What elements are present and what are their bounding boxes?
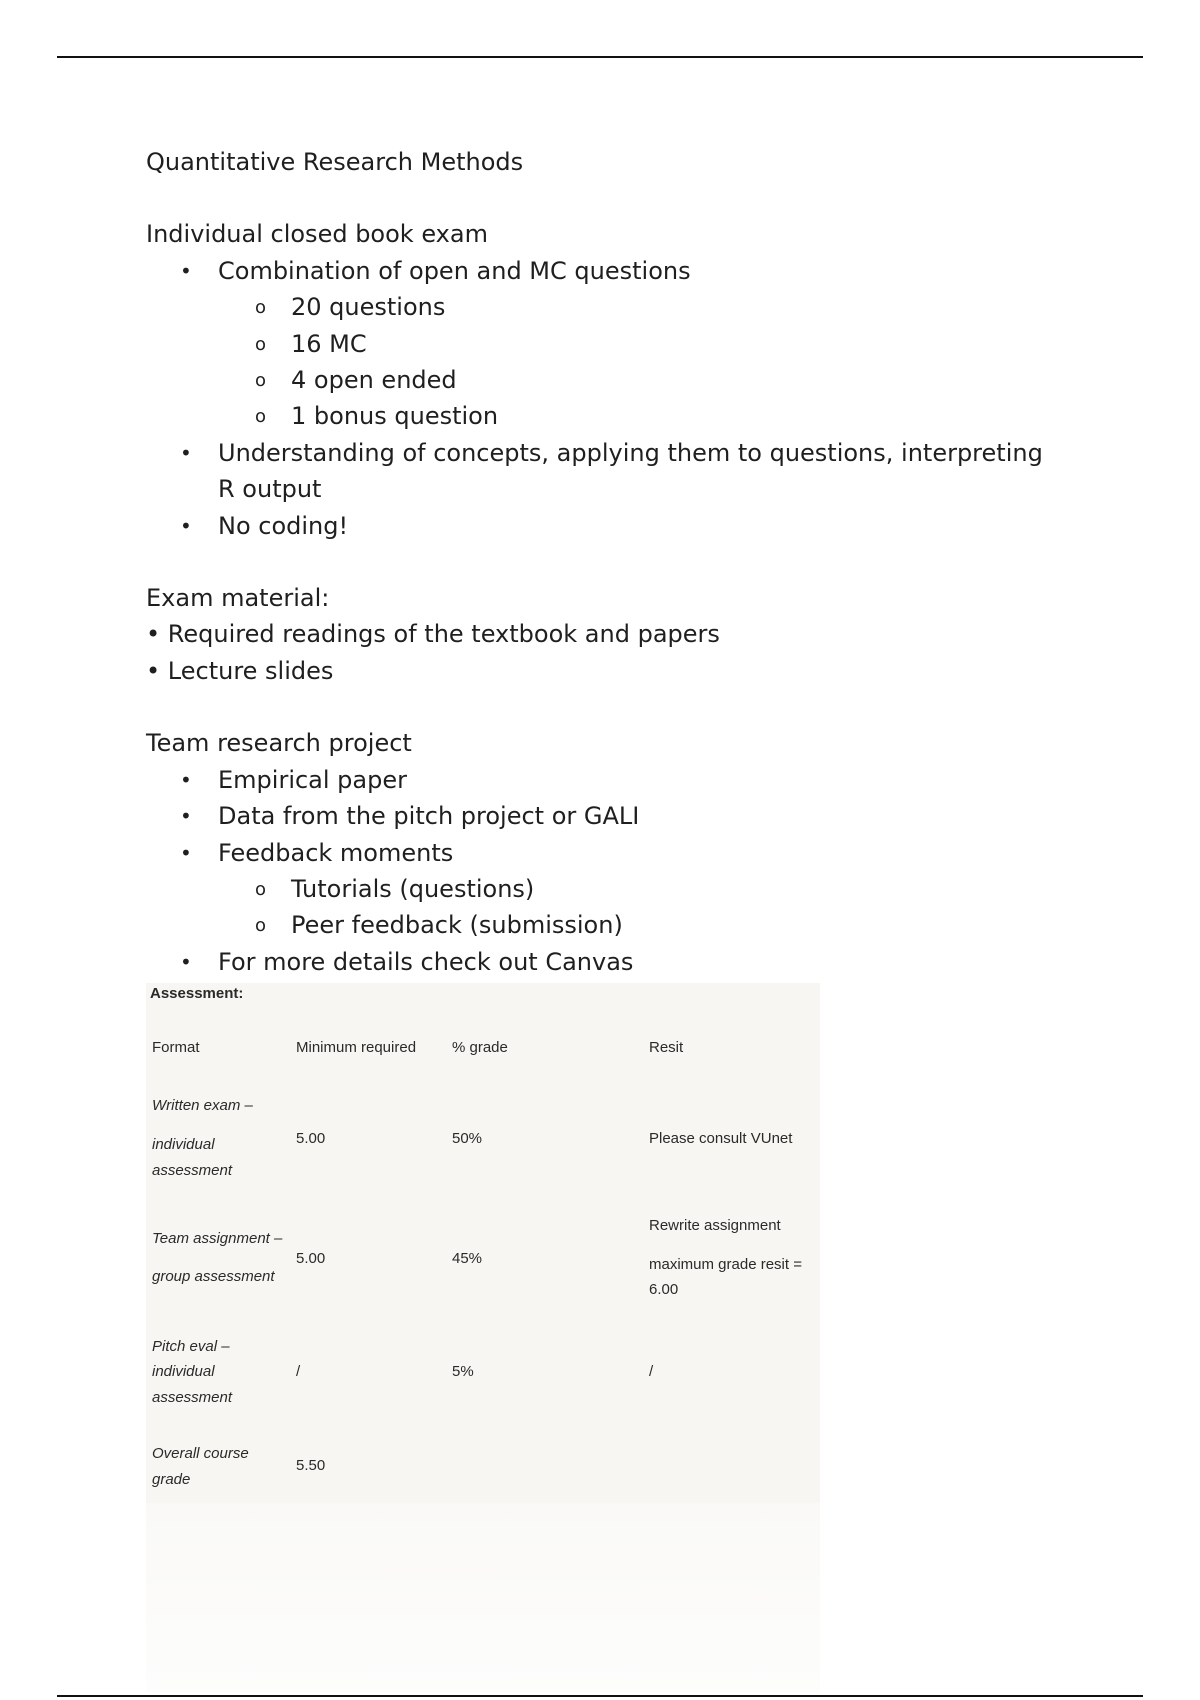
table-cell: Please consult VUnet [649,1130,793,1147]
table-cell: assessment [152,1162,233,1179]
table-cell: Team assignment – [152,1230,283,1247]
table-cell: 5.00 [296,1130,326,1147]
list-item: • Lecture slides [146,656,334,685]
table-cell: assessment [152,1389,233,1406]
table-cell: / [296,1363,301,1380]
list-item: o 16 MC [146,326,1106,362]
document-title: Quantitative Research Methods [146,148,524,176]
list-item: • For more details check out Canvas [146,944,1106,980]
list-item: o Tutorials (questions) [146,871,1106,907]
assessment-title: Assessment: [150,985,244,1002]
table-header: % grade [452,1039,508,1056]
list-item: o 1 bonus question [146,398,1106,434]
list-item: • No coding! [146,508,1106,544]
table-cell: individual [152,1136,215,1153]
table-cell: 5.50 [296,1457,326,1474]
list-item: • Data from the pitch project or GALI [146,798,1106,834]
table-cell: 5% [452,1363,474,1380]
table-cell: 6.00 [649,1281,679,1298]
assessment-background-fade [146,1503,820,1693]
table-cell: Overall course [152,1445,249,1462]
list-item: o 20 questions [146,289,1106,325]
table-cell: Pitch eval – [152,1338,230,1355]
project-heading: Team research project [146,729,412,758]
table-cell: 5.00 [296,1250,326,1267]
table-cell: maximum grade resit = [649,1256,802,1273]
assessment-table [146,983,820,1503]
table-cell: grade [152,1471,191,1488]
list-item-continuation: R output [218,475,322,504]
list-item: • Empirical paper [146,762,1106,798]
table-header: Format [152,1039,200,1056]
table-header: Minimum required [296,1039,417,1056]
table-cell: group assessment [152,1268,275,1285]
list-item: • Understanding of concepts, applying them to questions, interpreting [146,435,1106,471]
list-item: • Required readings of the textbook and papers [146,620,720,649]
top-rule [57,56,1143,58]
list-item: • Feedback moments [146,835,1106,871]
table-header: Resit [649,1039,684,1056]
table-cell: Rewrite assignment [649,1217,781,1234]
document-body [146,144,1106,980]
bottom-rule [57,1695,1143,1697]
list-item: o 4 open ended [146,362,1106,398]
table-cell: Written exam – [152,1097,253,1114]
table-cell: 50% [452,1130,483,1147]
list-item: • Combination of open and MC questions [146,253,1106,289]
table-cell: / [649,1363,654,1380]
exam-heading: Individual closed book exam [146,220,488,249]
table-cell: 45% [452,1250,483,1267]
list-item: o Peer feedback (submission) [146,907,1106,943]
material-heading: Exam material: [146,584,330,613]
table-cell: individual [152,1363,215,1380]
